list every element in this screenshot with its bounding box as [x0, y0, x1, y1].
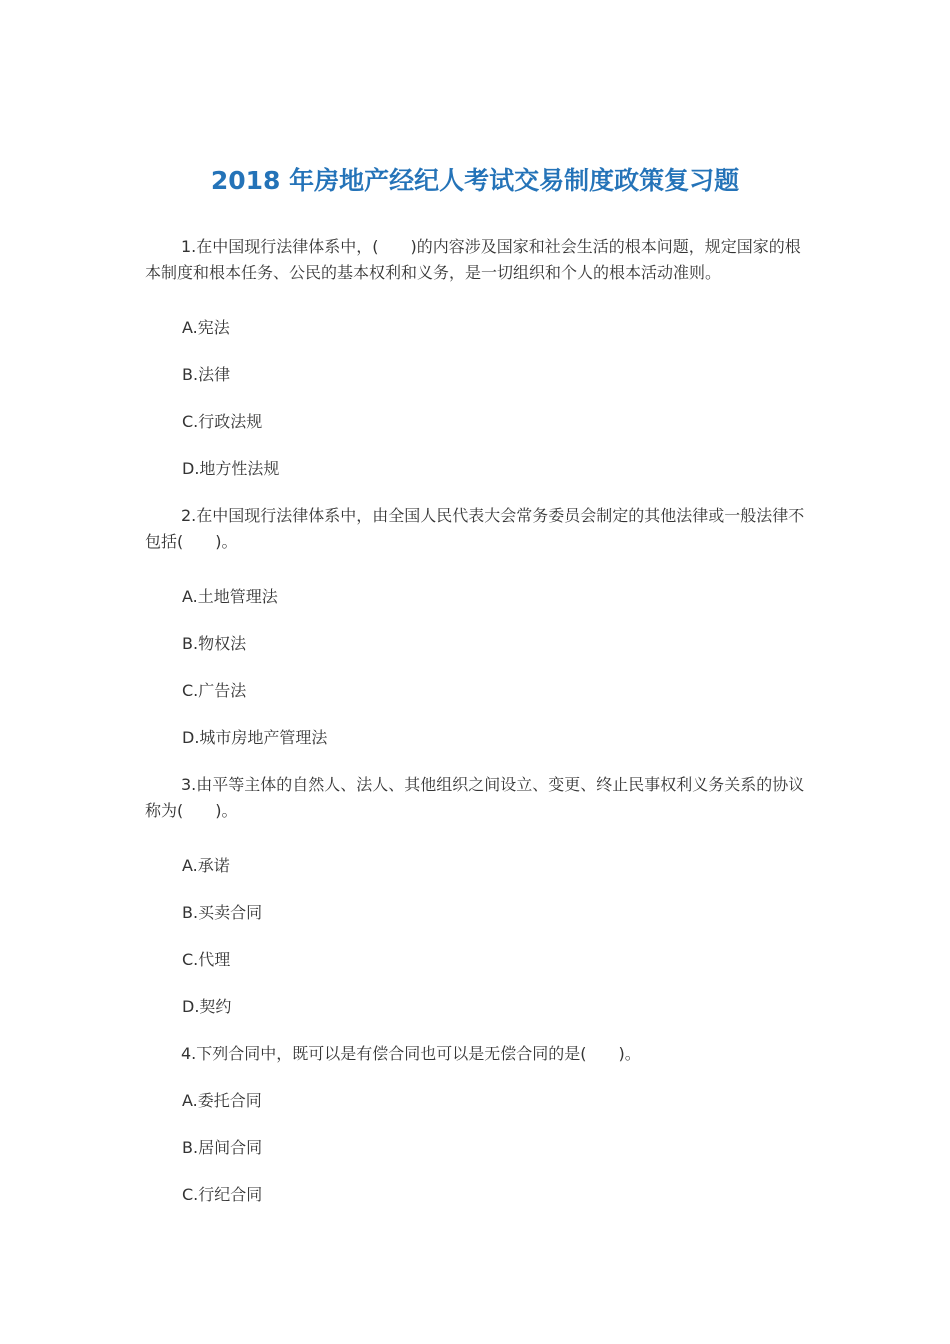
answer-option: C.代理: [182, 950, 231, 969]
question-block: [145, 772, 807, 1041]
question-text: 3.由平等主体的自然人、法人、其他组织之间设立、变更、终止民事权利义务关系的协议称为( )。: [145, 775, 805, 820]
answer-option: A.承诺: [182, 856, 230, 875]
answer-option: B.居间合同: [182, 1138, 263, 1157]
answer-option: C.行纪合同: [182, 1185, 263, 1204]
question-text: 1.在中国现行法律体系中，( )的内容涉及国家和社会生活的根本问题，规定国家的根本制度和根本任务、公民的基本权利和义务，是一切组织和个人的根本活动准则。: [145, 237, 801, 282]
answer-option: C.广告法: [182, 681, 247, 700]
answer-option: B.物权法: [182, 634, 247, 653]
question-block: [145, 503, 807, 772]
answer-option: B.买卖合同: [182, 903, 263, 922]
document-body: [145, 234, 807, 1208]
answer-option: C.行政法规: [182, 412, 263, 431]
question-block: [145, 234, 807, 503]
question-text: 2.在中国现行法律体系中，由全国人民代表大会常务委员会制定的其他法律或一般法律不包括( )。: [145, 506, 805, 551]
answer-option: A.土地管理法: [182, 587, 278, 606]
answer-option: B.法律: [182, 365, 231, 384]
answer-option: D.地方性法规: [182, 459, 280, 478]
answer-option: A.委托合同: [182, 1091, 262, 1110]
answer-option: D.城市房地产管理法: [182, 728, 328, 747]
question-text: 4.下列合同中，既可以是有偿合同也可以是无偿合同的是( )。: [181, 1044, 641, 1063]
answer-option: D.契约: [182, 997, 232, 1016]
document-title: 2018 年房地产经纪人考试交易制度政策复习题: [210, 166, 740, 195]
answer-option: A.宪法: [182, 318, 230, 337]
question-block: [145, 1041, 807, 1208]
